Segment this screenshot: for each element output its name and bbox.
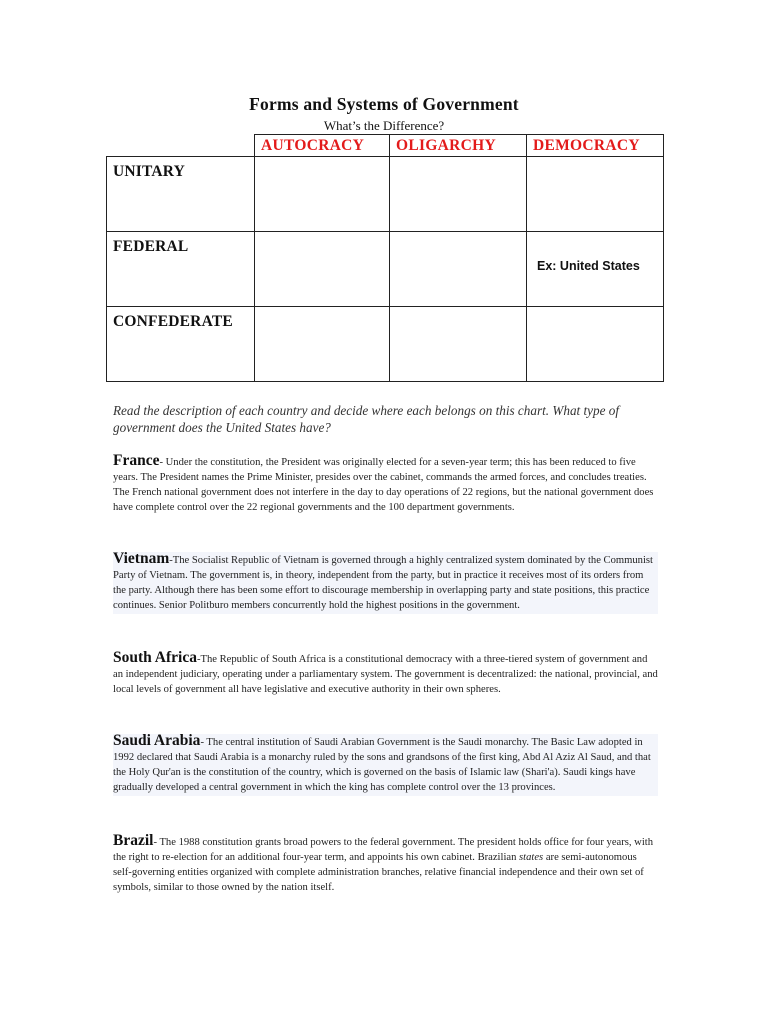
chart-header-row (107, 135, 664, 157)
chart-cell (255, 157, 390, 232)
column-header-label: DEMOCRACY (533, 137, 640, 154)
row-header-unitary (107, 157, 255, 232)
column-header-label: AUTOCRACY (261, 137, 365, 154)
chart-cell (527, 307, 664, 382)
country-description: -The Republic of South Africa is a constitutional democracy with a three-tiered system of government and an independent judiciary, operating under a parliamentary system. The government is decentralized: the national, provincial, and local levels of government all have legislative and executive authority in their own spheres. (113, 654, 658, 695)
country-description: - The 1988 constitution grants broad powers to the federal government. The president holds office for four years, with the right to re-election for an additional four-year term, and appoints his own cabinet. Brazilian (113, 837, 654, 863)
chart-row-federal (107, 232, 664, 307)
country-description: - The central institution of Saudi Arabian Government is the Saudi monarchy. The Basic Law adopted in 1992 declared that Saudi Arabia is a monarchy ruled by the sons and grandsons of the first king, Abd Al Aziz Al Saud, and that the Holy Qur'an is the constitution of the country, which is governed on the basis of Islamic law (Shari'a). Saudi kings have gradually developed a central government in which the king has complete control over the 13 provinces. (113, 737, 651, 793)
chart-cell (255, 232, 390, 307)
country-description: are semi-autonomous self-governing entities organized with complete administration branches, relative financial independence and their own set of symbols, similar to those owned by the nation itself. (113, 851, 644, 893)
government-chart (106, 134, 664, 382)
chart-cell (390, 232, 527, 307)
country-description: -The Socialist Republic of Vietnam is governed through a highly centralized system dominated by the Communist Party of Vietnam. The government is, in theory, independent from the party, but in practice it receives most of its orders from the party. Although there has been some effort to discourage membership in overlapping party and state positions, this practice continues. Senior Politburo members concurrently hold the highest positions in the government. (113, 555, 653, 611)
page-title: Forms and Systems of Government (249, 94, 519, 114)
country-name: Saudi Arabia (113, 732, 201, 749)
column-header-oligarchy (390, 135, 527, 157)
country-name: South Africa (113, 649, 197, 666)
instructions-text: Read the description of each country and decide where each belongs on this chart. What type of government does the United States have? (113, 403, 620, 435)
chart-row-confederate (107, 307, 664, 382)
country-saudi-arabia (113, 734, 658, 796)
country-france (113, 454, 658, 516)
row-header-federal (107, 232, 255, 307)
row-header-label: UNITARY (113, 163, 186, 180)
chart-cell (255, 307, 390, 382)
chart-cell (390, 307, 527, 382)
column-header-label: OLIGARCHY (396, 137, 497, 154)
chart-corner-cell (107, 135, 255, 157)
column-header-democracy (527, 135, 664, 157)
chart-cell (527, 157, 664, 232)
column-header-autocracy (255, 135, 390, 157)
chart-cell-example (527, 232, 664, 307)
country-vietnam (113, 552, 658, 614)
country-brazil (113, 834, 658, 896)
country-description-italic: states (519, 851, 544, 863)
row-header-label: CONFEDERATE (113, 313, 233, 330)
country-name: Vietnam (113, 550, 170, 567)
page-subtitle: What’s the Difference? (323, 118, 445, 133)
chart-row-unitary (107, 157, 664, 232)
example-label: Ex: United States (537, 259, 640, 273)
country-south-africa (113, 651, 658, 698)
country-description: - Under the constitution, the President was originally elected for a seven-year term; this has been reduced to five years. The President names the Prime Minister, presides over the cabinet, commands the armed forces, and concludes treaties. The French national government does not interfere in the day to day operations of 22 regions, but the national government does have complete control over the 22 regional governments and the 100 department governments. (113, 457, 654, 513)
row-header-confederate (107, 307, 255, 382)
row-header-label: FEDERAL (113, 238, 189, 255)
country-name: Brazil (113, 832, 154, 849)
chart-cell (390, 157, 527, 232)
country-name: France (113, 452, 160, 469)
